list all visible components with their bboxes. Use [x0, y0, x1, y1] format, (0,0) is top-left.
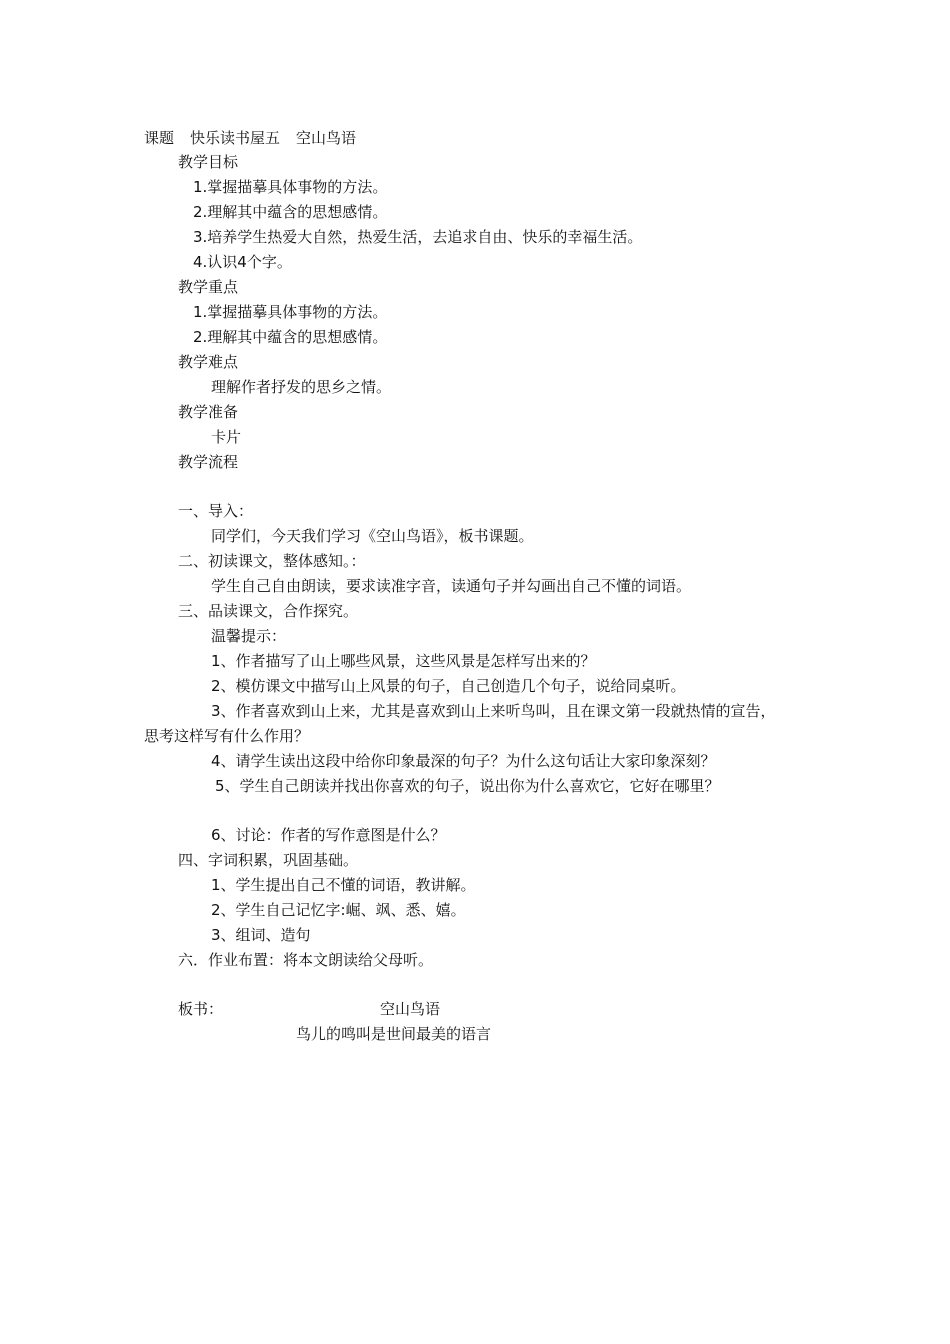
step3-question: 5、学生自己朗读并找出你喜欢的句子，说出你为什么喜欢它，它好在哪里？ [215, 777, 720, 795]
prep-heading: 教学准备 [178, 403, 239, 421]
board-title: 空山鸟语 [380, 1000, 441, 1018]
step4-item: 2、学生自己记忆字:崛、飒、悉、嬉。 [211, 901, 466, 919]
goal-item: 2.理解其中蕴含的思想感情。 [193, 203, 388, 221]
board-label: 板书： [178, 1000, 224, 1018]
difficulty-heading: 教学难点 [178, 353, 239, 371]
step3-question: 1、作者描写了山上哪些风景，这些风景是怎样写出来的？ [211, 652, 596, 670]
goal-item: 3.培养学生热爱大自然，热爱生活，去追求自由、快乐的幸福生活。 [193, 228, 643, 246]
title-label: 课题 [144, 129, 175, 147]
title-book: 快乐读书屋五 [190, 129, 281, 147]
step3-question: 2、模仿课文中描写山上风景的句子，自己创造几个句子，说给同桌听。 [211, 677, 686, 695]
goal-item: 1.掌握描摹具体事物的方法。 [193, 178, 388, 196]
step2-heading: 二、初读课文，整体感知。： [178, 552, 366, 570]
goals-heading: 教学目标 [178, 153, 239, 171]
prep-text: 卡片 [211, 428, 242, 446]
keypoints-heading: 教学重点 [178, 278, 239, 296]
step1-text: 同学们，今天我们学习《空山鸟语》，板书课题。 [211, 527, 534, 545]
step4-item: 1、学生提出自己不懂的词语，教讲解。 [211, 876, 476, 894]
difficulty-text: 理解作者抒发的思乡之情。 [211, 378, 392, 396]
goal-item: 4.认识4个字。 [193, 253, 292, 271]
step4-heading: 四、字词积累，巩固基础。 [178, 851, 359, 869]
process-heading: 教学流程 [178, 453, 239, 471]
step3-question: 3、作者喜欢到山上来，尤其是喜欢到山上来听鸟叫，且在课文第一段就热情的宣告， [211, 702, 776, 720]
board-line: 鸟儿的鸣叫是世间最美的语言 [296, 1025, 492, 1043]
step4-item: 3、组词、造句 [211, 926, 311, 944]
keypoint-item: 1.掌握描摹具体事物的方法。 [193, 303, 388, 321]
step3-tip: 温馨提示： [211, 627, 287, 645]
step2-text: 学生自己自由朗读，要求读准字音，读通句子并勾画出自己不懂的词语。 [211, 577, 692, 595]
title-lesson: 空山鸟语 [296, 129, 357, 147]
step3-question-cont: 思考这样写有什么作用？ [144, 727, 310, 745]
keypoint-item: 2.理解其中蕴含的思想感情。 [193, 328, 388, 346]
lesson-title-line [144, 128, 356, 148]
step3-heading: 三、品读课文，合作探究。 [178, 602, 359, 620]
step3-question: 6、讨论：作者的写作意图是什么？ [211, 826, 446, 844]
step1-heading: 一、导入： [178, 502, 254, 520]
step6-heading: 六．作业布置：将本文朗读给父母听。 [178, 951, 434, 969]
step3-question: 4、请学生读出这段中给你印象最深的句子？为什么这句话让大家印象深刻？ [211, 752, 716, 770]
